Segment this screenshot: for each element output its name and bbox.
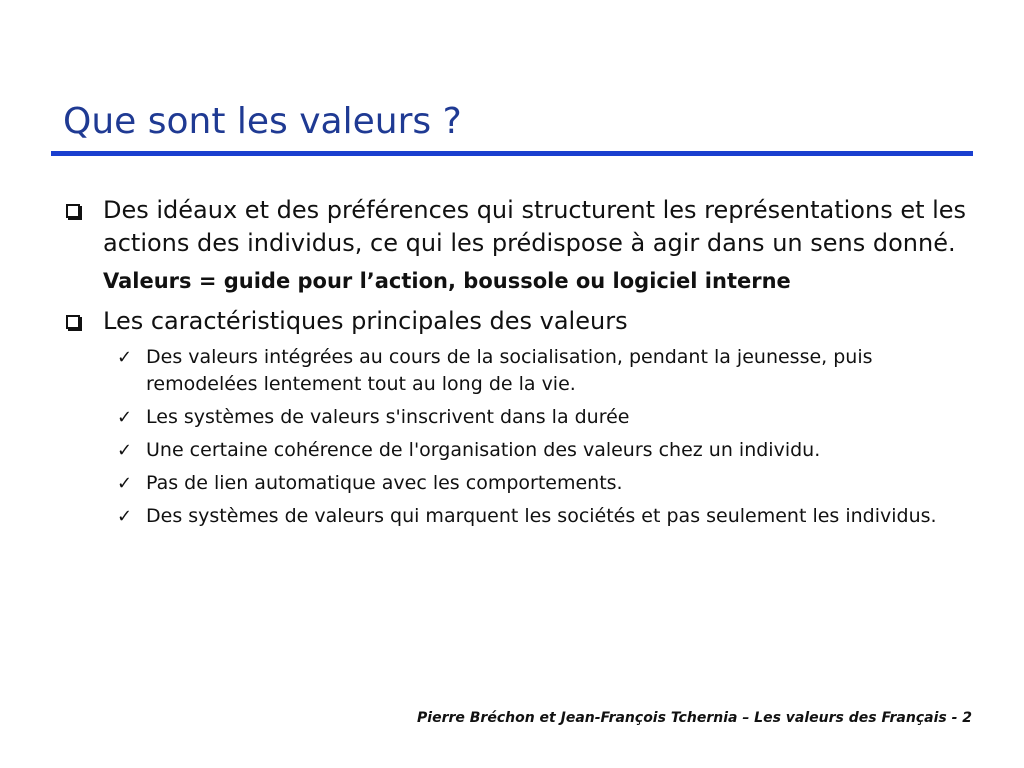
bullet-characteristics-text: Les caractéristiques principales des valeurs xyxy=(103,307,628,335)
list-item-text: Les systèmes de valeurs s'inscrivent dans la durée xyxy=(146,406,630,428)
list-item-text: Une certaine cohérence de l'organisation des valeurs chez un individu. xyxy=(146,439,821,461)
slide-title: Que sont les valeurs ? xyxy=(63,101,462,142)
checkmark-icon: ✓ xyxy=(117,347,133,368)
bullet-characteristics xyxy=(0,305,1024,338)
list-item-text: Des valeurs intégrées au cours de la socialisation, pendant la jeunesse, puis remodelées lentement tout au long de la vie. xyxy=(146,346,873,395)
checkbox-square-icon xyxy=(66,204,80,218)
list-item xyxy=(0,344,1024,398)
list-item xyxy=(0,503,1024,530)
list-item xyxy=(0,470,1024,497)
list-item xyxy=(0,437,1024,464)
checkmark-icon: ✓ xyxy=(117,407,133,428)
bullet-definition xyxy=(0,194,1024,260)
slide-footer: Pierre Bréchon et Jean-François Tchernia – Les valeurs des Français - 2 xyxy=(417,710,972,726)
definition-emphasis: Valeurs = guide pour l’action, boussole ou logiciel interne xyxy=(103,269,791,293)
checkmark-icon: ✓ xyxy=(117,473,133,494)
title-underline xyxy=(51,151,973,156)
checkmark-icon: ✓ xyxy=(117,440,133,461)
bullet-definition-text: Des idéaux et des préférences qui structurent les représentations et les actions des individus, ce qui les prédispose à agir dans un sens donné. xyxy=(103,196,967,257)
list-item xyxy=(0,404,1024,431)
slide-body xyxy=(0,194,1024,536)
list-item-text: Des systèmes de valeurs qui marquent les sociétés et pas seulement les individus. xyxy=(146,505,937,527)
checkmark-icon: ✓ xyxy=(117,506,133,527)
checkbox-square-icon xyxy=(66,315,80,329)
characteristics-list xyxy=(0,344,1024,530)
list-item-text: Pas de lien automatique avec les comportements. xyxy=(146,472,623,494)
